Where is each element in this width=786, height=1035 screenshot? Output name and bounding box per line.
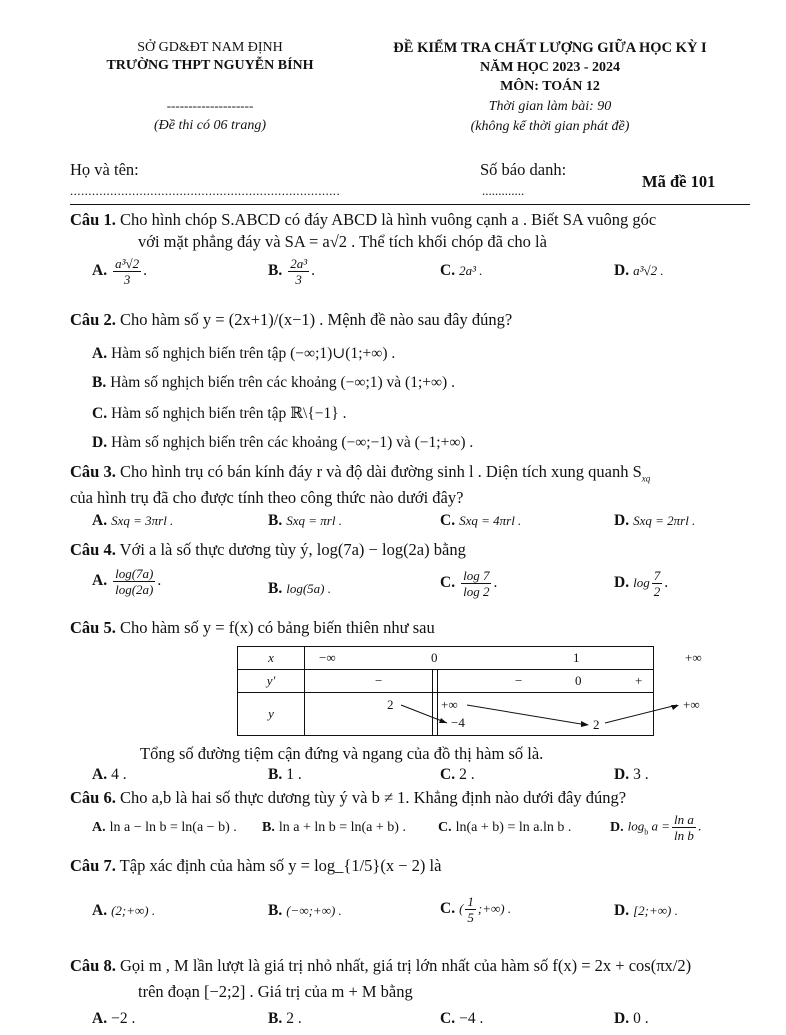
option-b: B. Hàm số nghịch biến trên các khoảng (−∞;1) và (1;+∞) . [92, 374, 455, 391]
option-d: D. 3 . [614, 766, 649, 783]
question-3-line2: của hình trụ đã cho được tính theo công thức nào dưới đây? [70, 488, 464, 507]
option-c: C. ln(a + b) = ln a.ln b . [438, 820, 572, 835]
option-d: D. $\log_b a$ = $\frac{\text{ln a}}{\text{ln b}}$ . [610, 812, 702, 843]
option-b: B. log(5a) . [268, 580, 331, 597]
variation-table: x −∞ 0 1 +∞ y' − − 0 + y 2 −4 +∞ 2 +∞ [237, 646, 654, 736]
option-c: C. Sxq = 4πrl . [440, 512, 522, 529]
yprime-label: y' [238, 670, 305, 693]
school-name: TRƯỜNG THPT NGUYỄN BÍNH [106, 58, 314, 73]
option-d: D. log $\frac{7}{2}$ . [614, 568, 669, 599]
option-b: B. 2 . [268, 1010, 302, 1027]
question-3: Câu 3. Cho hình trụ có bán kính đáy r và độ dài đường sinh l . Diện tích xung quanh $S_{xq}$ [70, 462, 651, 484]
option-b: B. ln a + ln b = ln(a + b) . [262, 820, 406, 835]
subject: MÔN: TOÁN 12 [500, 79, 600, 94]
option-a: A. −2 . [92, 1010, 136, 1027]
option-d: D. a³√2 . [614, 262, 664, 279]
exam-code: Mã đề 101 [642, 172, 716, 191]
header-divider: -------------------- [166, 98, 254, 113]
option-b: B. $\frac{\text{2a³}}{3}$ . [268, 256, 315, 287]
question-8-line2: trên đoạn [−2;2] . Giá trị của m + M bằng [138, 982, 413, 1001]
question-6: Câu 6. Cho a,b là hai số thực dương tùy ý và b ≠ 1. Khẳng định nào dưới đây đúng? [70, 788, 627, 807]
option-d: D. Hàm số nghịch biến trên các khoảng (−∞;−1) và (−1;+∞) . [92, 434, 474, 451]
option-a: A. 4 . [92, 766, 127, 783]
time-note: (không kể thời gian phát đề) [470, 119, 630, 134]
question-5-line2: Tổng số đường tiệm cận đứng và ngang của đồ thị hàm số là. [140, 744, 544, 763]
option-a: A. ln a − ln b = ln(a − b) . [92, 820, 237, 835]
exam-time: Thời gian làm bài: 90 [488, 99, 612, 114]
option-b: B. Sxq = πrl . [268, 512, 342, 529]
question-label: Câu 1. [70, 210, 116, 229]
option-a: A. Hàm số nghịch biến trên tập (−∞;1)∪(1;+∞) . [92, 345, 396, 362]
question-2: Câu 2. Cho hàm số y = (2x+1)/(x−1) . Mệnh đề nào sau đây đúng? [70, 310, 513, 329]
y-label: y [238, 693, 305, 736]
id-label: Số báo danh: [480, 160, 567, 179]
exam-title: ĐỀ KIỂM TRA CHẤT LƯỢNG GIỮA HỌC KỲ I [393, 40, 707, 56]
question-4: Câu 4. Với a là số thực dương tùy ý, log(7a) − log(2a) bằng [70, 540, 466, 559]
option-c: C. 2 . [440, 766, 475, 783]
question-1 [70, 210, 656, 230]
option-c: C. 2a³ . [440, 262, 483, 279]
option-a: A. $\frac{\text{a³√2}}{3}$ . [92, 256, 147, 287]
school-year: NĂM HỌC 2023 - 2024 [480, 60, 620, 75]
header-rule [70, 204, 750, 205]
question-7: Câu 7. Tập xác định của hàm số y = log_{1/5}(x − 2) là [70, 856, 442, 875]
page-count: (Đề thi có 06 trang) [154, 118, 266, 133]
option-c: C. ( $\frac{1}{5}$ ;+∞) . [440, 894, 512, 925]
option-c: C. Hàm số nghịch biến trên tập ℝ\{−1} . [92, 405, 347, 422]
option-a: A. Sxq = 3πrl . [92, 512, 174, 529]
option-b: B. (−∞;+∞) . [268, 902, 342, 919]
option-d: D. 0 . [614, 1010, 649, 1027]
option-d: D. Sxq = 2πrl . [614, 512, 696, 529]
option-b: B. 1 . [268, 766, 302, 783]
question-8: Câu 8. Gọi m , M lần lượt là giá trị nhỏ nhất, giá trị lớn nhất của hàm số f(x) = 2x + cos(πx/2) [70, 956, 692, 975]
option-a: A. $\frac{\log(7a)}{\log(2a)}$ . [92, 566, 162, 597]
option-c: C. −4 . [440, 1010, 484, 1027]
option-c: C. $\frac{\log 7}{\log 2}$ . [440, 568, 498, 599]
id-dots: ............. [482, 183, 525, 198]
x-label: x [238, 647, 305, 670]
name-dots: .......................................................................... [70, 183, 341, 198]
dept-name: SỞ GD&ĐT NAM ĐỊNH [137, 40, 283, 55]
option-a: A. (2;+∞) . [92, 902, 156, 919]
name-label: Họ và tên: [70, 160, 139, 179]
option-d: D. [2;+∞) . [614, 902, 678, 919]
question-5: Câu 5. Cho hàm số y = f(x) có bảng biến thiên như sau [70, 618, 435, 637]
question-1-line2: với mặt phẳng đáy và SA = a√2 . Thể tích khối chóp đã cho là [138, 232, 547, 251]
question-text: Cho hình chóp S.ABCD có đáy ABCD là hình vuông cạnh a . Biết SA vuông góc [119, 210, 657, 229]
